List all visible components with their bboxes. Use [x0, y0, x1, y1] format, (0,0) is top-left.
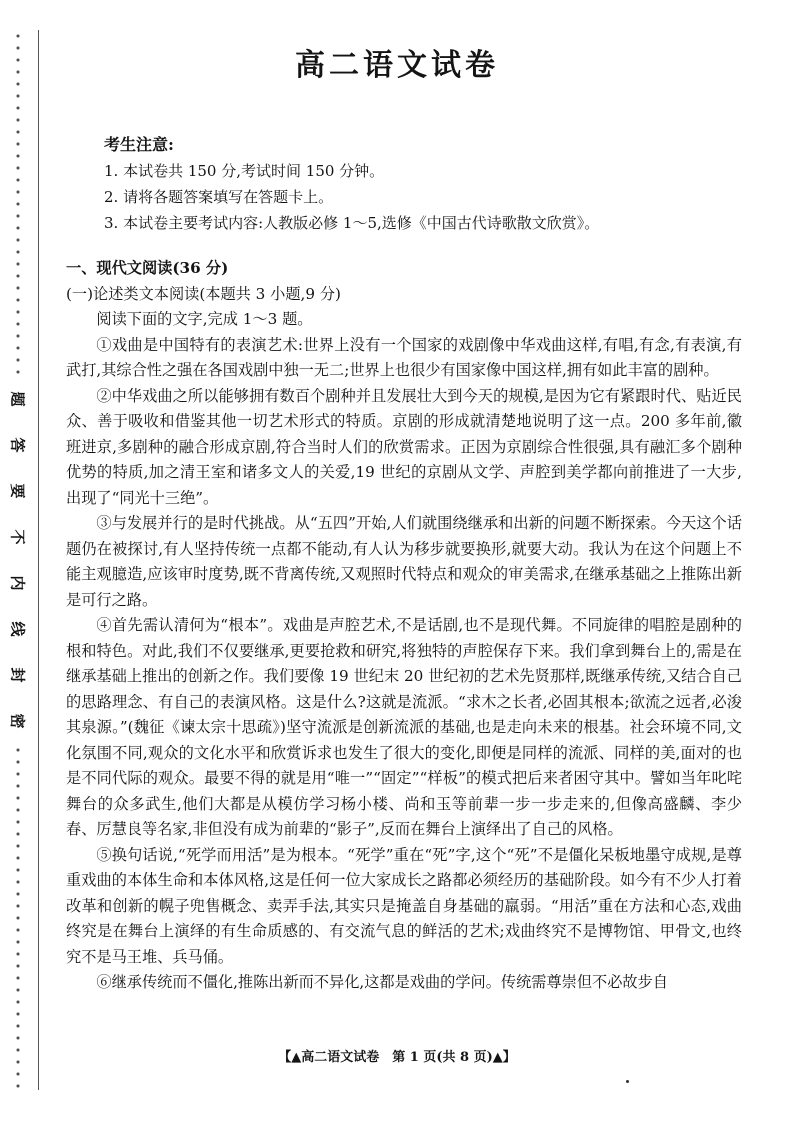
print-speck	[626, 1080, 629, 1083]
subsection-title: (一)论述类文本阅读(本题共 3 小题,9 分)	[66, 284, 341, 303]
paragraph: ②中华戏曲之所以能够拥有数百个剧种并且发展壮大到今天的规模,是因为它有紧跟时代、贴近民众、善于吸收和借鉴其他一切艺术形式的特质。京剧的形成就清楚地说明了这一点。200 多年前,徽班进京,多剧种的融合形成京剧,符合当时人们的欣赏需求。正因为京剧综合性很强,具有融汇多个剧种优势的特质,加之清王室和诸多文人的关爱,19 世纪的京剧从文学、声腔到美学都向前推进了一大步,出现了“同光十三绝”。	[66, 386, 742, 507]
binding-char: 线	[8, 621, 27, 637]
binding-char: 要	[8, 483, 27, 499]
paragraph: ④首先需认清何为“根本”。戏曲是声腔艺术,不是话剧,也不是现代舞。不同旋律的唱腔是剧种的根和特色。对此,我们不仅要继承,更要抢救和研究,将独特的声腔保存下来。我们拿到舞台上的,需是在继承基础上推出的创新之作。我们要像 19 世纪末 20 世纪初的艺术先贤那样,既继承传统,又结合自己的思路理念、有自己的表演风格。这是什么?这就是流派。“求木之长者,必固其根本;欲流之远者,必浚其泉源。”(魏征《谏太宗十思疏》)坚守流派是创新流派的基础,也是走向未来的根基。社会环境不同,文化氛围不同,观众的文化水平和欣赏诉求也发生了很大的变化,即便是同样的流派、同样的美,面对的也是不同代际的观众。最要不得的就是用“唯一”“固定”“样板”的模式把后来者困守其中。譬如当年叱咤舞台的众多武生,他们大都是从模仿学习杨小楼、尚和玉等前辈一步一步走来的,但像高盛麟、李少春、厉慧良等名家,非但没有成为前辈的“影子”,反而在舞台上演绎出了自己的风格。	[66, 616, 742, 838]
instruction: 阅读下面的文字,完成 1～3 题。	[96, 310, 313, 328]
notice-item: 3. 本试卷主要考试内容:人教版必修 1～5,选修《中国古代诗歌散文欣赏》。	[104, 214, 600, 232]
page-footer: 【▲高二语文试卷 第 1 页(共 8 页)▲】	[278, 1050, 516, 1065]
notice-heading: 考生注意:	[104, 135, 174, 154]
binding-margin	[8, 30, 28, 1090]
binding-char: 答	[8, 437, 27, 453]
binding-char: 题	[8, 391, 27, 407]
binding-char: 内	[8, 575, 27, 591]
notice-item: 2. 请将各题答案填写在答题卡上。	[104, 188, 334, 206]
section-title: 一、现代文阅读(36 分)	[66, 259, 229, 277]
paragraph: ⑥继承传统而不僵化,推陈出新而不异化,这都是戏曲的学问。传统需尊崇但不必故步自	[96, 973, 668, 991]
binding-dots	[12, 744, 24, 1090]
binding-line	[38, 30, 39, 1090]
page-title: 高二语文试卷	[295, 48, 499, 83]
binding-char: 封	[8, 667, 27, 683]
notice-block	[104, 132, 599, 236]
binding-char: 密	[8, 713, 27, 729]
binding-char: 不	[8, 529, 27, 545]
reading-section	[66, 256, 742, 996]
paragraph: ⑤换句话说,“死学而用活”是为根本。“死学”重在“死”字,这个“死”不是僵化呆板地墨守成规,是尊重戏曲的本体生命和本体风格,这是任何一位大家成长之路都必须经历的基础阶段。如今有不少人打着改革和创新的幌子兜售概念、卖弄手法,其实只是掩盖自身基础的羸弱。“用活”重在方法和心态,戏曲终究是在舞台上演绎的有生命质感的、有交流气息的鲜活的艺术;戏曲终究不是博物馆、甲骨文,也终究不是马王堆、兵马俑。	[66, 845, 742, 966]
paragraph: ③与发展并行的是时代挑战。从“五四”开始,人们就围绕继承和出新的问题不断探索。今天这个话题仍在被探讨,有人坚持传统一点都不能动,有人认为移步就要换形,就要大动。我认为在这个问题上不能主观臆造,应该审时度势,既不背离传统,又观照时代特点和观众的审美需求,在继承基础之上推陈出新是可行之路。	[66, 514, 742, 609]
notice-item: 1. 本试卷共 150 分,考试时间 150 分钟。	[104, 162, 385, 180]
paragraph: ①戏曲是中国特有的表演艺术:世界上没有一个国家的戏剧像中华戏曲这样,有唱,有念,有表演,有武打,其综合性之强在各国戏剧中独一无二;世界上也很少有国家像中国这样,拥有如此丰富的剧种。	[66, 335, 742, 379]
